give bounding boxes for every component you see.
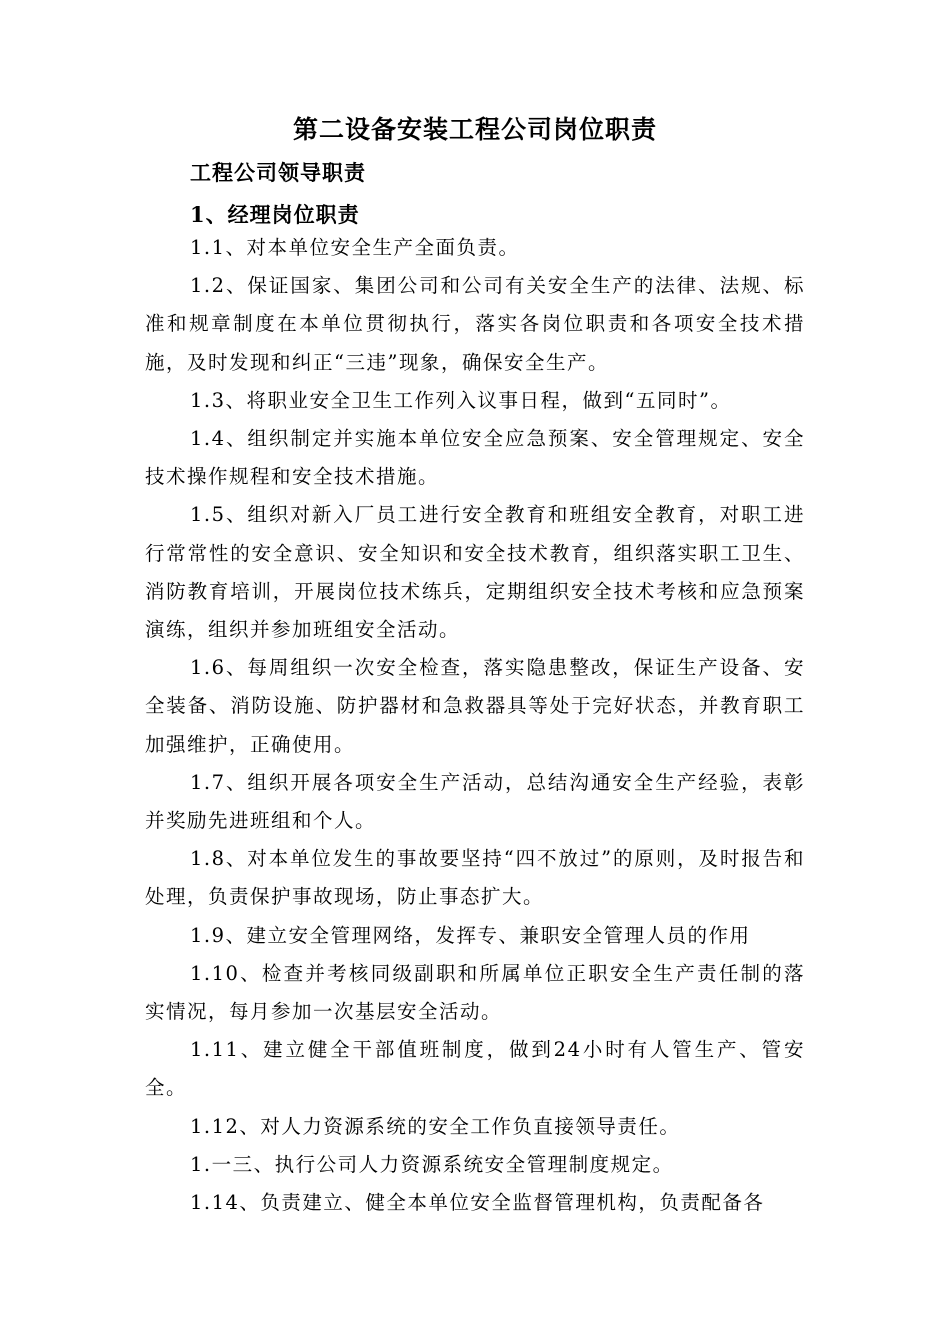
paragraph-1-14: 1.14、负责建立、健全本单位安全监督管理机构，负责配备各 <box>190 1191 765 1215</box>
paragraph-1-10: 1.10、检查并考核同级副职和所属单位正职安全生产责任制的落实情况，每月参加一次基层安全活动。 <box>145 961 805 1024</box>
paragraph-1-4: 1.4、组织制定并实施本单位安全应急预案、安全管理规定、安全技术操作规程和安全技术措施。 <box>145 427 805 489</box>
paragraph-1-5: 1.5、组织对新入厂员工进行安全教育和班组安全教育，对职工进行常常性的安全意识、安全知识和安全技术教育，组织落实职工卫生、消防教育培训，开展岗位技术练兵，定期组织安全技术考核和应急预案演练，组织并参加班组安全活动。 <box>145 503 805 642</box>
document-title: 第二设备安装工程公司岗位职责 <box>292 115 657 144</box>
paragraph-1-8: 1.8、对本单位发生的事故要坚持“四不放过”的原则，及时报告和处理，负责保护事故现场，防止事态扩大。 <box>145 847 805 909</box>
paragraph-1-11: 1.11、建立健全干部值班制度，做到24小时有人管生产、管安全。 <box>145 1038 805 1100</box>
section-heading: 工程公司领导职责 <box>190 160 366 185</box>
paragraph-1-2: 1.2、保证国家、集团公司和公司有关安全生产的法律、法规、标准和规章制度在本单位贯彻执行，落实各岗位职责和各项安全技术措施，及时发现和纠正“三违”现象，确保安全生产。 <box>145 274 805 374</box>
paragraph-1-13: 1.一三、执行公司人力资源系统安全管理制度规定。 <box>190 1152 674 1176</box>
document-body <box>145 229 805 1222</box>
paragraph-1-9: 1.9、建立安全管理网络，发挥专、兼职安全管理人员的作用 <box>190 923 751 947</box>
paragraph-1-3: 1.3、将职业安全卫生工作列入议事日程，做到“五同时”。 <box>190 388 732 412</box>
subsection-heading: 1、经理岗位职责 <box>190 202 360 227</box>
paragraph-1-12: 1.12、对人力资源系统的安全工作负直接领导责任。 <box>190 1114 681 1138</box>
paragraph-1-1: 1.1、对本单位安全生产全面负责。 <box>190 236 520 259</box>
paragraph-1-7: 1.7、组织开展各项安全生产活动，总结沟通安全生产经验，表彰并奖励先进班组和个人。 <box>145 770 805 833</box>
paragraph-1-6: 1.6、每周组织一次安全检查，落实隐患整改，保证生产设备、安全装备、消防设施、防护器材和急救器具等处于完好状态，并教育职工加强维护，正确使用。 <box>145 656 805 756</box>
